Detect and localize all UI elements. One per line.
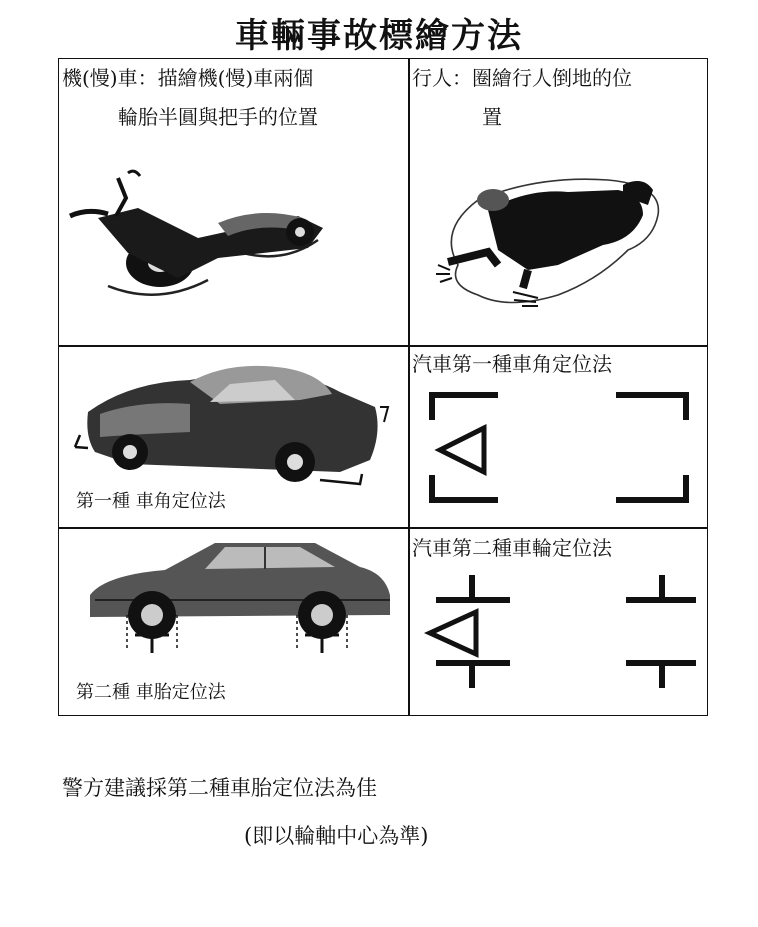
motorcycle-instruction-line2: 輪胎半圓與把手的位置 (118, 105, 318, 129)
motorcycle-instruction-line1: 機(慢)車：描繪機(慢)車兩個 (62, 66, 314, 90)
corner-bracket-symbols (424, 390, 694, 510)
car-corner-caption: 第一種 車角定位法 (76, 491, 226, 512)
pedestrian-instruction-line2: 置 (482, 105, 502, 129)
tire-t-symbols (424, 570, 699, 695)
car-illustration-tire (85, 535, 400, 660)
car-tire-heading: 汽車第二種車輪定位法 (412, 536, 612, 560)
footer-note: (即以輪軸中心為準) (244, 824, 429, 848)
table-divider-row2 (58, 527, 708, 529)
car-illustration (70, 352, 390, 492)
motorcycle-illustration (68, 168, 338, 308)
car-tire-caption: 第二種 車胎定位法 (76, 682, 226, 703)
car-corner-heading: 汽車第一種車角定位法 (412, 352, 612, 376)
table-divider-vertical (408, 58, 410, 716)
page-title: 車輛事故標繪方法 (235, 16, 523, 56)
fallen-pedestrian-illustration (418, 170, 668, 310)
footer-recommendation: 警方建議採第二種車胎定位法為佳 (62, 776, 377, 800)
table-divider-row1 (58, 345, 708, 347)
pedestrian-instruction-line1: 行人：圈繪行人倒地的位 (412, 66, 632, 90)
